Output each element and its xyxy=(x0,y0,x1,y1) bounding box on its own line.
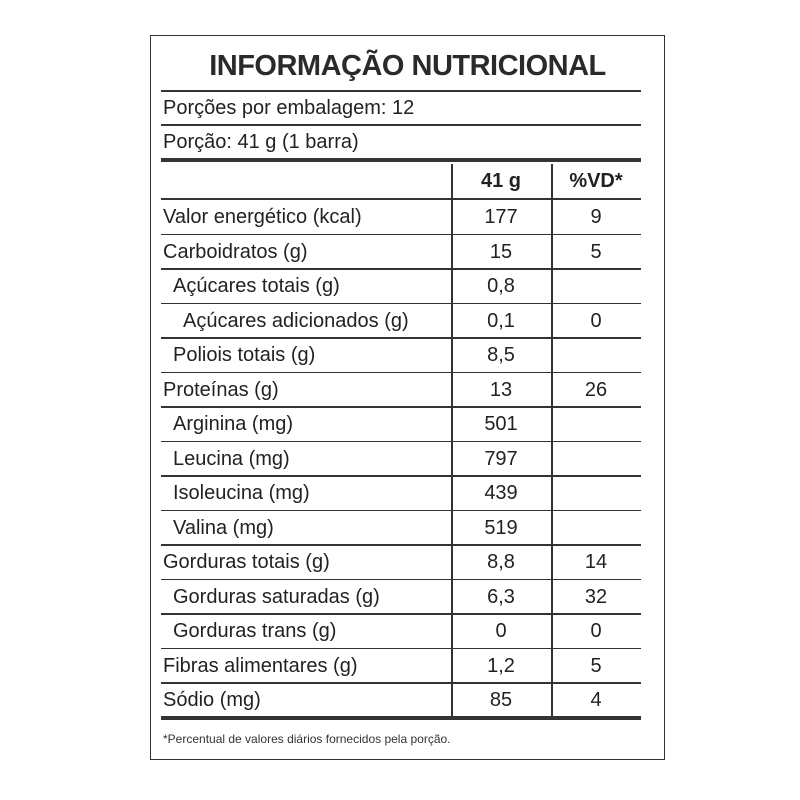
serving-size: Porção: 41 g (1 barra) xyxy=(163,131,359,153)
nutrient-name: Isoleucina (mg) xyxy=(173,482,310,504)
nutrient-name: Fibras alimentares (g) xyxy=(163,654,358,677)
nutrient-name: Carboidratos (g) xyxy=(163,240,308,263)
row-rule xyxy=(161,372,641,374)
nutrient-dv: 5 xyxy=(590,654,602,677)
table-row xyxy=(161,580,641,614)
nutrient-amount: 13 xyxy=(489,378,513,401)
nutrient-amount: 177 xyxy=(484,206,518,228)
row-rule xyxy=(161,234,641,236)
nutrient-amount: 501 xyxy=(484,413,518,435)
label-title: INFORMAÇÃO NUTRICIONAL xyxy=(209,50,606,82)
nutrient-dv: 14 xyxy=(584,551,608,573)
nutrient-name: Gorduras saturadas (g) xyxy=(173,585,380,608)
nutrient-amount: 0,8 xyxy=(487,275,515,297)
dv-column-divider xyxy=(551,164,553,718)
nutrient-dv xyxy=(551,407,641,441)
nutrient-dv xyxy=(551,442,641,476)
nutrient-amount: 797 xyxy=(484,447,518,470)
servings-per-package: Porções por embalagem: 12 xyxy=(163,97,415,119)
nutrition-facts-label xyxy=(150,35,665,760)
row-rule xyxy=(161,544,641,546)
nutrient-dv: 0 xyxy=(590,309,602,332)
table-row xyxy=(161,614,641,648)
row-rule xyxy=(161,441,641,443)
row-rule xyxy=(161,510,641,512)
table-row xyxy=(161,235,641,269)
nutrient-dv: 32 xyxy=(584,585,608,608)
nutrient-dv: 0 xyxy=(590,620,602,642)
nutrient-dv: 9 xyxy=(590,206,602,228)
nutrient-amount: 519 xyxy=(484,516,518,539)
nutrient-name: Proteínas (g) xyxy=(163,378,279,401)
table-header-rule xyxy=(161,198,641,200)
table-row xyxy=(161,304,641,338)
nutrient-name: Açúcares totais (g) xyxy=(173,275,340,297)
nutrient-amount: 85 xyxy=(489,689,513,711)
table-row xyxy=(161,545,641,579)
table-row xyxy=(161,338,641,372)
nutrient-dv xyxy=(551,269,641,303)
nutrient-amount: 439 xyxy=(484,482,518,504)
nutrient-name: Valor energético (kcal) xyxy=(163,206,362,228)
nutrient-name: Leucina (mg) xyxy=(173,447,290,470)
row-rule xyxy=(161,682,641,684)
row-rule xyxy=(161,475,641,477)
table-row xyxy=(161,649,641,683)
nutrient-dv: 26 xyxy=(584,378,608,401)
nutrient-name: Arginina (mg) xyxy=(173,413,294,435)
nutrient-name: Sódio (mg) xyxy=(163,689,261,711)
row-rule xyxy=(161,268,641,270)
nutrient-amount: 8,5 xyxy=(487,344,515,366)
table-header-row xyxy=(161,164,641,198)
title-rule xyxy=(161,90,641,92)
table-row xyxy=(161,683,641,717)
nutrient-name: Valina (mg) xyxy=(173,516,274,539)
amount-column-divider xyxy=(451,164,453,718)
table-row xyxy=(161,200,641,234)
table-row xyxy=(161,476,641,510)
row-rule xyxy=(161,337,641,339)
nutrient-name: Gorduras totais (g) xyxy=(163,551,330,573)
nutrient-dv xyxy=(551,338,641,372)
table-row xyxy=(161,511,641,545)
header-amount: 41 g xyxy=(480,170,522,192)
nutrient-amount: 8,8 xyxy=(487,551,515,573)
nutrient-dv: 5 xyxy=(590,240,602,263)
nutrient-amount: 15 xyxy=(489,240,513,263)
nutrient-dv: 4 xyxy=(590,689,602,711)
nutrient-name: Poliois totais (g) xyxy=(173,344,316,366)
nutrient-dv xyxy=(551,511,641,545)
nutrient-amount: 6,3 xyxy=(487,585,515,608)
table-row xyxy=(161,373,641,407)
servings-rule xyxy=(161,124,641,126)
row-rule xyxy=(161,648,641,650)
row-rule xyxy=(161,406,641,408)
row-rule xyxy=(161,303,641,305)
table-bottom-rule xyxy=(161,716,641,720)
nutrient-amount: 0,1 xyxy=(487,309,515,332)
nutrient-dv xyxy=(551,476,641,510)
footnote: *Percentual de valores diários fornecidos pela porção. xyxy=(163,732,451,746)
header-thick-rule xyxy=(161,158,641,162)
table-row xyxy=(161,269,641,303)
table-row xyxy=(161,442,641,476)
nutrient-name: Açúcares adicionados (g) xyxy=(183,309,409,332)
nutrient-amount: 0 xyxy=(495,620,507,642)
nutrient-name: Gorduras trans (g) xyxy=(173,620,337,642)
header-dv: %VD* xyxy=(569,170,623,192)
row-rule xyxy=(161,613,641,615)
row-rule xyxy=(161,579,641,581)
nutrient-amount: 1,2 xyxy=(487,654,515,677)
table-row xyxy=(161,407,641,441)
